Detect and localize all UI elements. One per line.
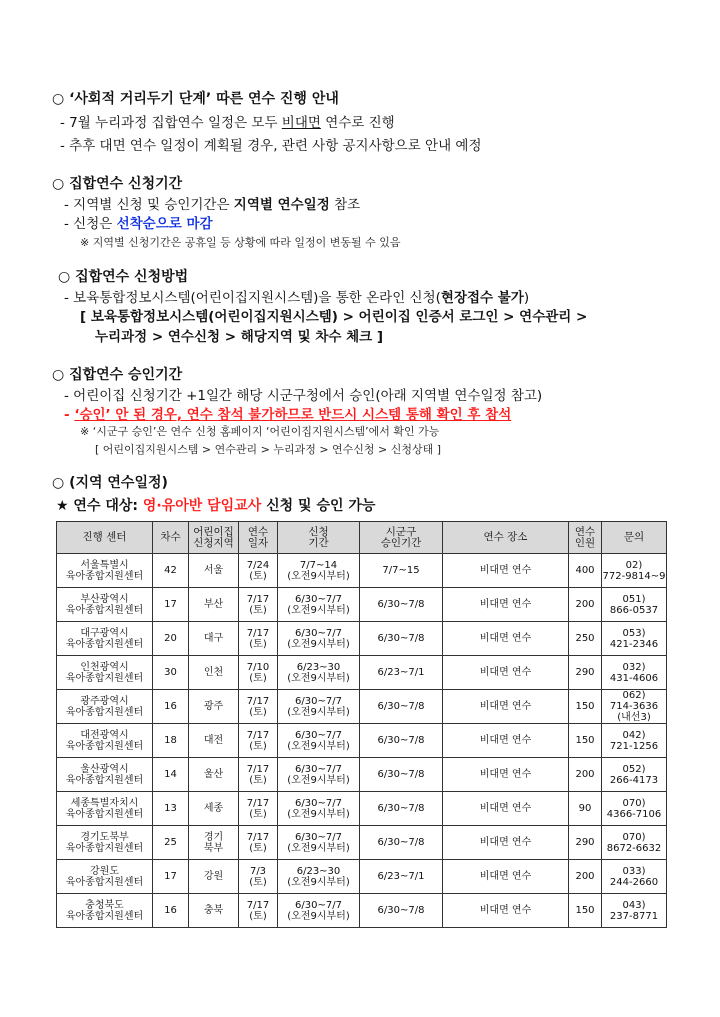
header-capacity: 연수 인원 (569, 522, 602, 554)
cell-capacity: 250 (569, 622, 602, 656)
cell-center: 울산광역시 육아종합지원센터 (57, 758, 153, 792)
cell-apply-period: 6/30~7/7 (오전9시부터) (278, 826, 360, 860)
cell-contact: 070) 8672-6632 (602, 826, 667, 860)
cell-center: 대구광역시 육아종합지원센터 (57, 622, 153, 656)
distancing-line1-underlined: 비대면 (281, 115, 321, 131)
cell-date: 7/17 (토) (239, 588, 278, 622)
table-row (57, 792, 667, 826)
regional-schedule-table (56, 521, 667, 928)
cell-approval-period: 6/30~7/8 (360, 690, 443, 724)
cell-round: 13 (153, 792, 189, 826)
apply-method-line1-post: ) (523, 290, 530, 306)
section-apply-period-note: ※ 지역별 신청기간은 공휴일 등 상황에 따라 일정이 변동될 수 있음 (80, 236, 401, 249)
cell-apply-period: 7/7~14 (오전9시부터) (278, 554, 360, 588)
header-region: 어린이집 신청지역 (189, 522, 239, 554)
cell-center: 광주광역시 육아종합지원센터 (57, 690, 153, 724)
cell-venue: 비대면 연수 (443, 656, 569, 690)
cell-date: 7/17 (토) (239, 894, 278, 928)
section-approval-note2: [ 어린이집지원시스템 > 연수관리 > 누리과정 > 연수신청 > 신청상태 ] (95, 443, 442, 456)
cell-round: 17 (153, 860, 189, 894)
cell-approval-period: 6/30~7/8 (360, 792, 443, 826)
cell-apply-period: 6/30~7/7 (오전9시부터) (278, 894, 360, 928)
table-row (57, 724, 667, 758)
cell-contact: 062) 714-3636 (내선3) (602, 690, 667, 724)
section-apply-period-title: ○ 집합연수 신청기간 (52, 176, 183, 192)
cell-capacity: 90 (569, 792, 602, 826)
cell-center: 세종특별자치시 육아종합지원센터 (57, 792, 153, 826)
apply-method-line1-pre: - 보육통합정보시스템(어린이집지원시스템)을 통한 온라인 신청( (64, 290, 441, 306)
cell-apply-period: 6/30~7/7 (오전9시부터) (278, 622, 360, 656)
apply-method-no-onsite: 현장접수 불가 (440, 290, 524, 306)
section-apply-period-line2 (64, 212, 213, 232)
cell-venue: 비대면 연수 (443, 554, 569, 588)
cell-date: 7/10 (토) (239, 656, 278, 690)
cell-center: 대전광역시 육아종합지원센터 (57, 724, 153, 758)
cell-round: 17 (153, 588, 189, 622)
table-row (57, 758, 667, 792)
cell-capacity: 290 (569, 656, 602, 690)
cell-venue: 비대면 연수 (443, 792, 569, 826)
approval-warning-text: ‘승인’ 안 된 경우, 연수 참석 불가하므로 반드시 시스템 통해 확인 후 참석 (74, 407, 512, 423)
cell-round: 30 (153, 656, 189, 690)
cell-venue: 비대면 연수 (443, 826, 569, 860)
section-distancing-line2: - 추후 대면 연수 일정이 계획될 경우, 관련 사항 공지사항으로 안내 예정 (60, 138, 482, 154)
cell-region: 대구 (189, 622, 239, 656)
cell-contact: 042) 721-1256 (602, 724, 667, 758)
cell-capacity: 150 (569, 894, 602, 928)
apply-period-line1-pre: - 지역별 신청 및 승인기간은 (64, 197, 234, 213)
cell-venue: 비대면 연수 (443, 724, 569, 758)
cell-date: 7/17 (토) (239, 792, 278, 826)
cell-center: 서울특별시 육아종합지원센터 (57, 554, 153, 588)
cell-round: 16 (153, 894, 189, 928)
cell-capacity: 400 (569, 554, 602, 588)
cell-approval-period: 6/30~7/8 (360, 826, 443, 860)
table-row (57, 622, 667, 656)
cell-contact: 070) 4366-7106 (602, 792, 667, 826)
table-row (57, 860, 667, 894)
cell-venue: 비대면 연수 (443, 860, 569, 894)
cell-date: 7/17 (토) (239, 758, 278, 792)
cell-apply-period: 6/30~7/7 (오전9시부터) (278, 792, 360, 826)
section-apply-method-line1 (64, 286, 529, 306)
section-schedule-title: ○ (지역 연수일정) (52, 475, 168, 491)
section-apply-period-line1 (64, 193, 360, 213)
cell-date: 7/24 (토) (239, 554, 278, 588)
cell-capacity: 200 (569, 588, 602, 622)
cell-venue: 비대면 연수 (443, 894, 569, 928)
table-row (57, 690, 667, 724)
cell-contact: 02) 772-9814~9 (602, 554, 667, 588)
cell-center: 충청북도 육아종합지원센터 (57, 894, 153, 928)
cell-capacity: 200 (569, 860, 602, 894)
cell-approval-period: 6/23~7/1 (360, 860, 443, 894)
cell-approval-period: 6/30~7/8 (360, 724, 443, 758)
cell-region: 세종 (189, 792, 239, 826)
cell-center: 경기도북부 육아종합지원센터 (57, 826, 153, 860)
section-approval-title: ○ 집합연수 승인기간 (52, 367, 183, 383)
cell-region: 광주 (189, 690, 239, 724)
cell-apply-period: 6/23~30 (오전9시부터) (278, 656, 360, 690)
cell-center: 부산광역시 육아종합지원센터 (57, 588, 153, 622)
section-approval-line2 (64, 403, 511, 423)
section-approval-note1: ※ ‘시군구 승인’은 연수 신청 홈페이지 ‘어린이집지원시스템’에서 확인 가능 (80, 425, 440, 438)
cell-approval-period: 6/30~7/8 (360, 622, 443, 656)
cell-region: 울산 (189, 758, 239, 792)
distancing-line1-pre: - 7월 누리과정 집합연수 일정은 모두 (60, 115, 282, 131)
target-line-post: 신청 및 승인 가능 (261, 498, 376, 514)
cell-region: 부산 (189, 588, 239, 622)
cell-apply-period: 6/30~7/7 (오전9시부터) (278, 690, 360, 724)
section-apply-method-title: ○ 집합연수 신청방법 (58, 269, 189, 285)
cell-approval-period: 6/30~7/8 (360, 758, 443, 792)
cell-region: 강원 (189, 860, 239, 894)
cell-region: 서울 (189, 554, 239, 588)
cell-approval-period: 6/23~7/1 (360, 656, 443, 690)
section-distancing-line1 (60, 111, 395, 131)
cell-region: 충북 (189, 894, 239, 928)
table-row (57, 894, 667, 928)
cell-date: 7/17 (토) (239, 622, 278, 656)
cell-approval-period: 6/30~7/8 (360, 588, 443, 622)
table-row (57, 588, 667, 622)
cell-capacity: 150 (569, 724, 602, 758)
cell-venue: 비대면 연수 (443, 690, 569, 724)
approval-line2-dash: - (64, 407, 75, 423)
cell-round: 18 (153, 724, 189, 758)
header-center: 진행 센터 (57, 522, 153, 554)
cell-capacity: 150 (569, 690, 602, 724)
cell-region: 경기 북부 (189, 826, 239, 860)
cell-round: 42 (153, 554, 189, 588)
cell-date: 7/3 (토) (239, 860, 278, 894)
apply-method-path-line1: [ 보육통합정보시스템(어린이집지원시스템) > 어린이집 인증서 로그인 > 연수관리 > (80, 309, 588, 325)
table-row (57, 826, 667, 860)
cell-contact: 033) 244-2660 (602, 860, 667, 894)
cell-region: 대전 (189, 724, 239, 758)
apply-period-line1-bold: 지역별 연수일정 (233, 197, 330, 213)
target-teachers-label: 영·유아반 담임교사 (142, 498, 262, 514)
cell-venue: 비대면 연수 (443, 588, 569, 622)
section-approval-line1: - 어린이집 신청기간 +1일간 해당 시군구청에서 승인(아래 지역별 연수일정 참고) (64, 388, 543, 404)
cell-contact: 051) 866-0537 (602, 588, 667, 622)
cell-contact: 043) 237-8771 (602, 894, 667, 928)
cell-apply-period: 6/30~7/7 (오전9시부터) (278, 724, 360, 758)
apply-method-path-line2: 누리과정 > 연수신청 > 해당지역 및 차수 체크 ] (95, 329, 384, 345)
cell-capacity: 290 (569, 826, 602, 860)
table-row (57, 656, 667, 690)
cell-approval-period: 7/7~15 (360, 554, 443, 588)
cell-center: 강원도 육아종합지원센터 (57, 860, 153, 894)
cell-round: 16 (153, 690, 189, 724)
cell-date: 7/17 (토) (239, 724, 278, 758)
cell-venue: 비대면 연수 (443, 758, 569, 792)
header-date: 연수 일자 (239, 522, 278, 554)
cell-venue: 비대면 연수 (443, 622, 569, 656)
cell-capacity: 200 (569, 758, 602, 792)
section-distancing-title: ○ ‘사회적 거리두기 단계’ 따른 연수 진행 안내 (52, 91, 339, 107)
cell-apply-period: 6/30~7/7 (오전9시부터) (278, 758, 360, 792)
cell-contact: 052) 266-4173 (602, 758, 667, 792)
table-row (57, 554, 667, 588)
header-approval-period: 시군구 승인기간 (360, 522, 443, 554)
cell-round: 14 (153, 758, 189, 792)
cell-round: 25 (153, 826, 189, 860)
header-apply-period: 신청 기간 (278, 522, 360, 554)
apply-period-first-come-label: 선착순으로 마감 (116, 216, 213, 232)
cell-contact: 053) 421-2346 (602, 622, 667, 656)
distancing-line1-post: 연수로 진행 (320, 115, 395, 131)
cell-approval-period: 6/30~7/8 (360, 894, 443, 928)
header-round: 차수 (153, 522, 189, 554)
schedule-target-line (56, 495, 375, 515)
cell-date: 7/17 (토) (239, 826, 278, 860)
cell-apply-period: 6/23~30 (오전9시부터) (278, 860, 360, 894)
table-body (57, 554, 667, 928)
cell-date: 7/17 (토) (239, 690, 278, 724)
cell-center: 인천광역시 육아종합지원센터 (57, 656, 153, 690)
apply-period-line2-pre: - 신청은 (64, 216, 117, 232)
header-contact: 문의 (602, 522, 667, 554)
cell-apply-period: 6/30~7/7 (오전9시부터) (278, 588, 360, 622)
table-header-row (57, 522, 667, 554)
apply-period-line1-post: 참조 (329, 197, 361, 213)
target-line-pre: ★ 연수 대상: (56, 498, 143, 514)
header-venue: 연수 장소 (443, 522, 569, 554)
cell-round: 20 (153, 622, 189, 656)
cell-region: 인천 (189, 656, 239, 690)
cell-contact: 032) 431-4606 (602, 656, 667, 690)
